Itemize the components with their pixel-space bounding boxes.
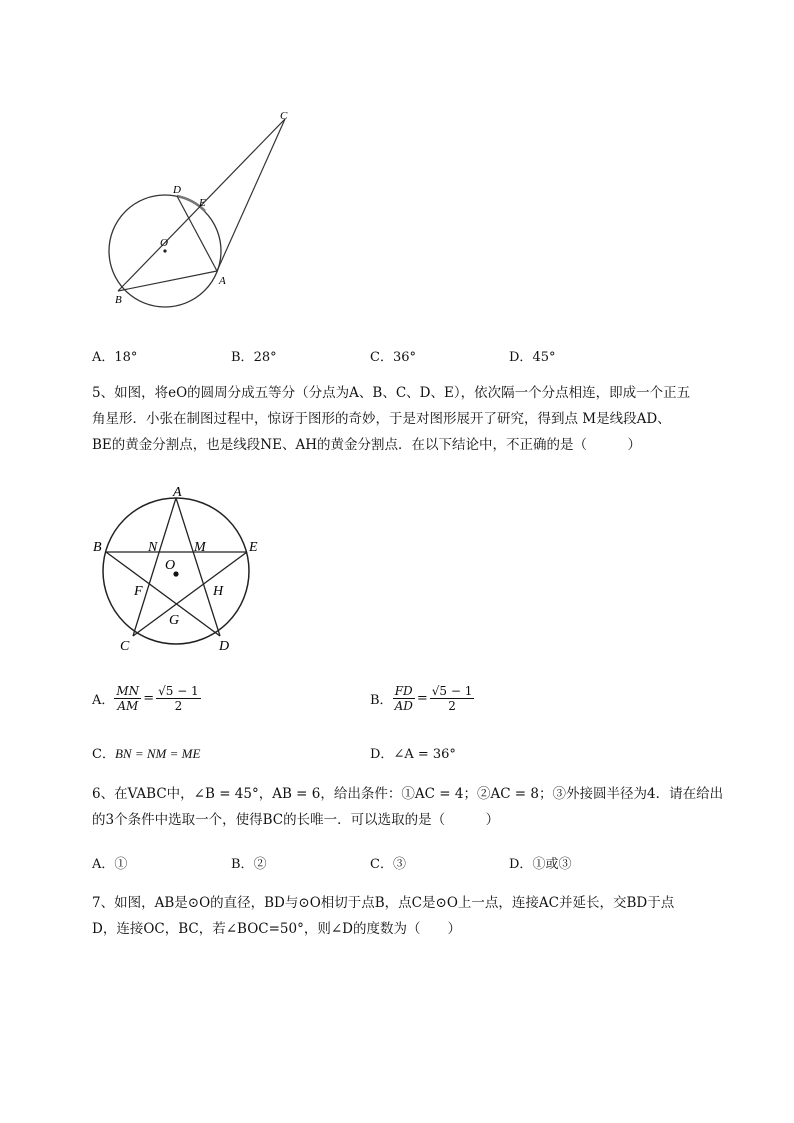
q5-option-b-fraction-2: $\frac{√5 - 1}{2}$ bbox=[431, 684, 473, 713]
q4-label-o: O bbox=[160, 237, 168, 249]
q5-option-d[interactable] bbox=[370, 743, 456, 762]
option-text: ①或③ bbox=[532, 857, 572, 872]
q6-stem bbox=[92, 781, 752, 833]
option-letter: C． bbox=[370, 350, 393, 365]
q5-label-a: A bbox=[173, 485, 182, 500]
q5-line-bd bbox=[106, 552, 220, 636]
q5-label-g: G bbox=[169, 613, 180, 628]
option-text: BN = NM = ME bbox=[114, 746, 201, 761]
option-text: ② bbox=[253, 857, 267, 872]
q5-line-3: BE的黄金分割点，也是线段NE、AH的黄金分割点．在以下结论中，不正确的是（ ） bbox=[92, 437, 641, 453]
option-text: 36° bbox=[392, 350, 416, 365]
option-letter: A． bbox=[92, 350, 115, 365]
q5-label-c: C bbox=[120, 639, 130, 654]
q5-label-h: H bbox=[213, 584, 224, 599]
q4-option-a[interactable] bbox=[92, 346, 137, 365]
q4-label-a: A bbox=[219, 275, 226, 287]
option-letter: C． bbox=[370, 857, 393, 872]
q6-option-b[interactable] bbox=[231, 853, 267, 872]
option-text: ① bbox=[114, 857, 128, 872]
q5-star-figure bbox=[90, 480, 275, 655]
option-text: 28° bbox=[253, 350, 277, 365]
q6-option-d[interactable] bbox=[509, 853, 571, 872]
q5-stem bbox=[92, 380, 752, 458]
q4-line-da bbox=[177, 196, 217, 271]
q5-option-b-fraction-1: $\frac{FD}{AD}$ bbox=[394, 684, 413, 713]
q7-line-2: D，连接OC，BC，若∠BOC=50°，则∠D的度数为（ ） bbox=[92, 921, 461, 937]
option-letter: D． bbox=[509, 350, 533, 365]
q5-label-m: M bbox=[194, 540, 206, 555]
option-letter: D． bbox=[509, 857, 533, 872]
option-text: ∠A = 36° bbox=[393, 747, 456, 762]
option-letter: B． bbox=[370, 693, 393, 708]
q4-option-c[interactable] bbox=[370, 346, 416, 365]
q6-line-2: 的3个条件中选取一个，使得BC的长唯一．可以选取的是（ ） bbox=[92, 812, 500, 828]
q6-line-1: 6、在VABC中，∠B = 45°，AB = 6，给出条件：①AC = 4；②AC = 8；③外接圆半径为4．请在给出 bbox=[92, 786, 724, 802]
q4-figure bbox=[100, 100, 310, 315]
q6-option-c[interactable] bbox=[370, 853, 406, 872]
q5-option-c[interactable] bbox=[92, 743, 200, 762]
q6-option-a[interactable] bbox=[92, 853, 127, 872]
option-text: 45° bbox=[532, 350, 556, 365]
q5-option-b[interactable]: B． $\frac{FD}{AD}$ = $\frac{√5 - 1}{2}$ bbox=[370, 684, 473, 713]
option-letter: C． bbox=[92, 747, 115, 762]
q5-label-e: E bbox=[249, 540, 258, 555]
q4-center-dot bbox=[163, 249, 166, 252]
q7-stem bbox=[92, 890, 752, 942]
q5-option-a[interactable]: A． $\frac{MN}{AM}$ = $\frac{√5 - 1}{2}$ bbox=[92, 684, 199, 713]
option-letter: A． bbox=[92, 857, 115, 872]
option-letter: B． bbox=[231, 350, 254, 365]
q4-line-ab bbox=[118, 271, 217, 291]
q5-label-f: F bbox=[134, 584, 143, 599]
q4-label-d: D bbox=[173, 184, 181, 196]
q5-line-1: 5、如图，将eO的圆周分成五等分（分点为A、B、C、D、E），依次隔一个分点相连，即成一个正五 bbox=[92, 385, 691, 401]
option-text: ③ bbox=[392, 857, 406, 872]
q5-label-d: D bbox=[219, 639, 230, 654]
q7-line-1: 7、如图，AB是⊙O的直径，BD与⊙O相切于点B，点C是⊙O上一点，连接AC并延长，交BD于点 bbox=[92, 895, 675, 911]
q5-line-ec bbox=[133, 552, 247, 636]
q4-label-b: B bbox=[115, 294, 122, 306]
option-letter: A． bbox=[92, 693, 115, 708]
q4-line-ac bbox=[217, 119, 285, 271]
q5-line-2: 角星形．小张在制图过程中，惊讶于图形的奇妙，于是对图形展开了研究，得到点 M是线段AD、 bbox=[92, 411, 671, 427]
q5-line-ad bbox=[176, 498, 220, 636]
q4-label-e: E bbox=[199, 197, 206, 209]
option-text: 18° bbox=[114, 350, 138, 365]
q5-label-b: B bbox=[93, 540, 102, 555]
q5-option-a-fraction-1: $\frac{MN}{AM}$ bbox=[116, 684, 140, 713]
q5-label-o: O bbox=[165, 558, 176, 573]
option-letter: B． bbox=[231, 857, 254, 872]
option-letter: D． bbox=[370, 747, 394, 762]
q4-option-d[interactable] bbox=[509, 346, 555, 365]
q5-label-n: N bbox=[148, 540, 158, 555]
q5-option-a-fraction-2: $\frac{√5 - 1}{2}$ bbox=[158, 684, 199, 713]
q4-label-c: C bbox=[280, 110, 288, 122]
q4-option-b[interactable] bbox=[231, 346, 277, 365]
